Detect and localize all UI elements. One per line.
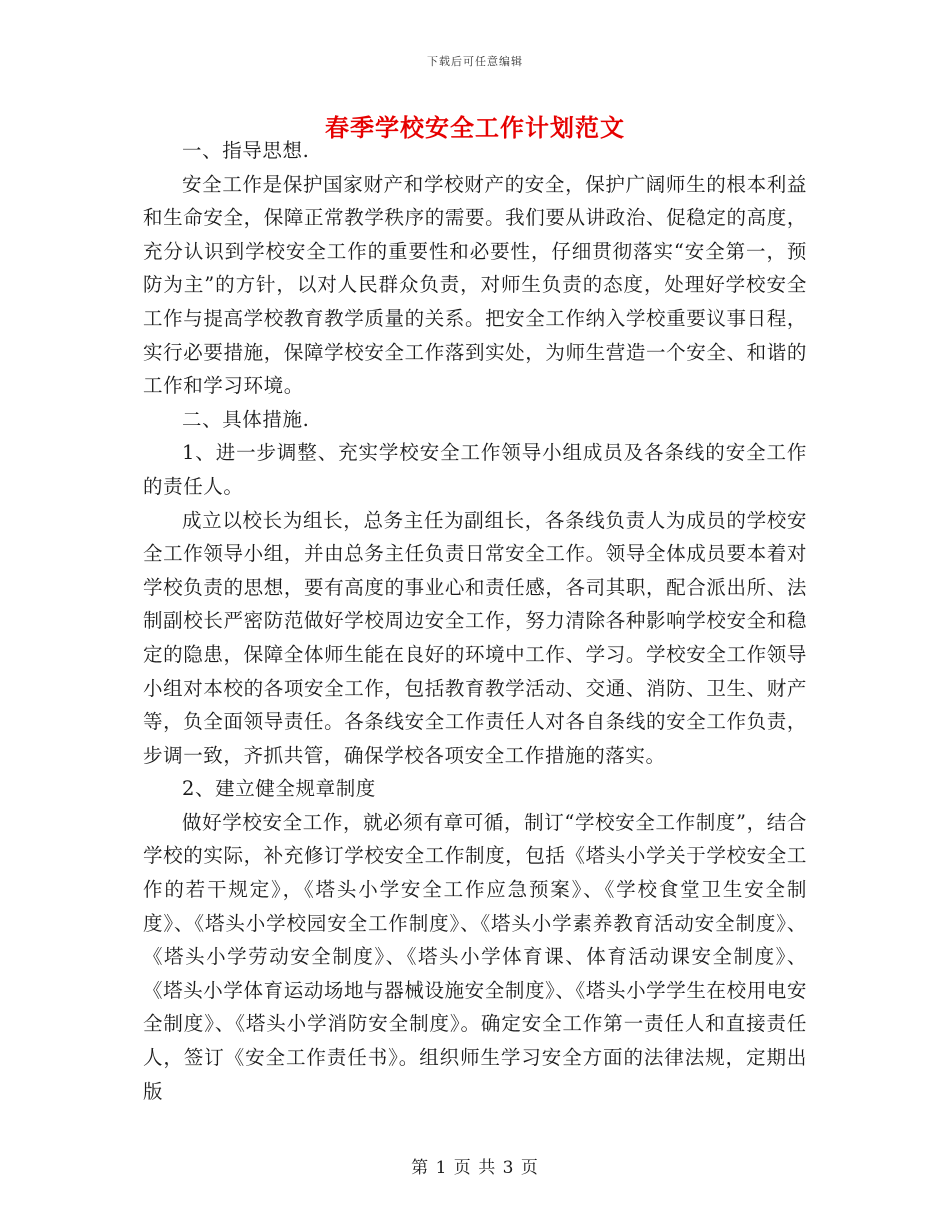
document-title: 春季学校安全工作计划范文 [325, 113, 625, 142]
paragraph: 2、建立健全规章制度 [182, 777, 376, 801]
document-body [143, 134, 807, 1108]
page-number: 第 1 页 共 3 页 [411, 1158, 539, 1178]
paragraph: 成立以校长为组长，总务主任为副组长，各条线负责人为成员的学校安全工作领导小组，并由总务主任负责日常安全工作。领导全体成员要本着对学校负责的思想，要有高度的事业心和责任感，各司其职，配合派出所、法制副校长严密防范做好学校周边安全工作，努力清除各种影响学校安全和稳定的隐患，保障全体师生能在良好的环境中工作、学习。学校安全工作领导小组对本校的各项安全工作，包括教育教学活动、交通、消防、卫生、财产等，负全面领导责任。各条线安全工作责任人对各自条线的安全工作负责，步调一致，齐抓共管，确保学校各项安全工作措施的落实。 [143, 508, 807, 767]
header-note: 下载后可任意编辑 [427, 55, 523, 68]
paragraph: 做好学校安全工作，就必须有章可循，制订“学校安全工作制度”，结合学校的实际，补充修订学校安全工作制度，包括《塔头小学关于学校安全工作的若干规定》，《塔头小学安全工作应急预案》、《学校食堂卫生安全制度》、《塔头小学校园安全工作制度》、《塔头小学素养教育活动安全制度》、《塔头小学劳动安全制度》、《塔头小学体育课、体育活动课安全制度》、《塔头小学体育运动场地与器械设施安全制度》、《塔头小学学生在校用电安全制度》、《塔头小学消防安全制度》。确定安全工作第一责任人和直接责任人，签订《安全工作责任书》。组织师生学习安全方面的法律法规，定期出版 [143, 810, 807, 1103]
section-heading-guiding-thought: 一、指导思想. [182, 139, 310, 162]
paragraph: 1、进一步调整、充实学校安全工作领导小组成员及各条线的安全工作的责任人。 [143, 441, 807, 498]
paragraph: 安全工作是保护国家财产和学校财产的安全，保护广阔师生的根本利益和生命安全，保障正常教学秩序的需要。我们要从讲政治、促稳定的高度，充分认识到学校安全工作的重要性和必要性，仔细贯彻落实“安全第一，预防为主”的方针，以对人民群众负责，对师生负责的态度，处理好学校安全工作与提高学校教育教学质量的关系。把安全工作纳入学校重要议事日程，实行必要措施，保障学校安全工作落到实处，为师生营造一个安全、和谐的工作和学习环境。 [143, 172, 807, 398]
section-heading-measures: 二、具体措施. [182, 407, 310, 431]
